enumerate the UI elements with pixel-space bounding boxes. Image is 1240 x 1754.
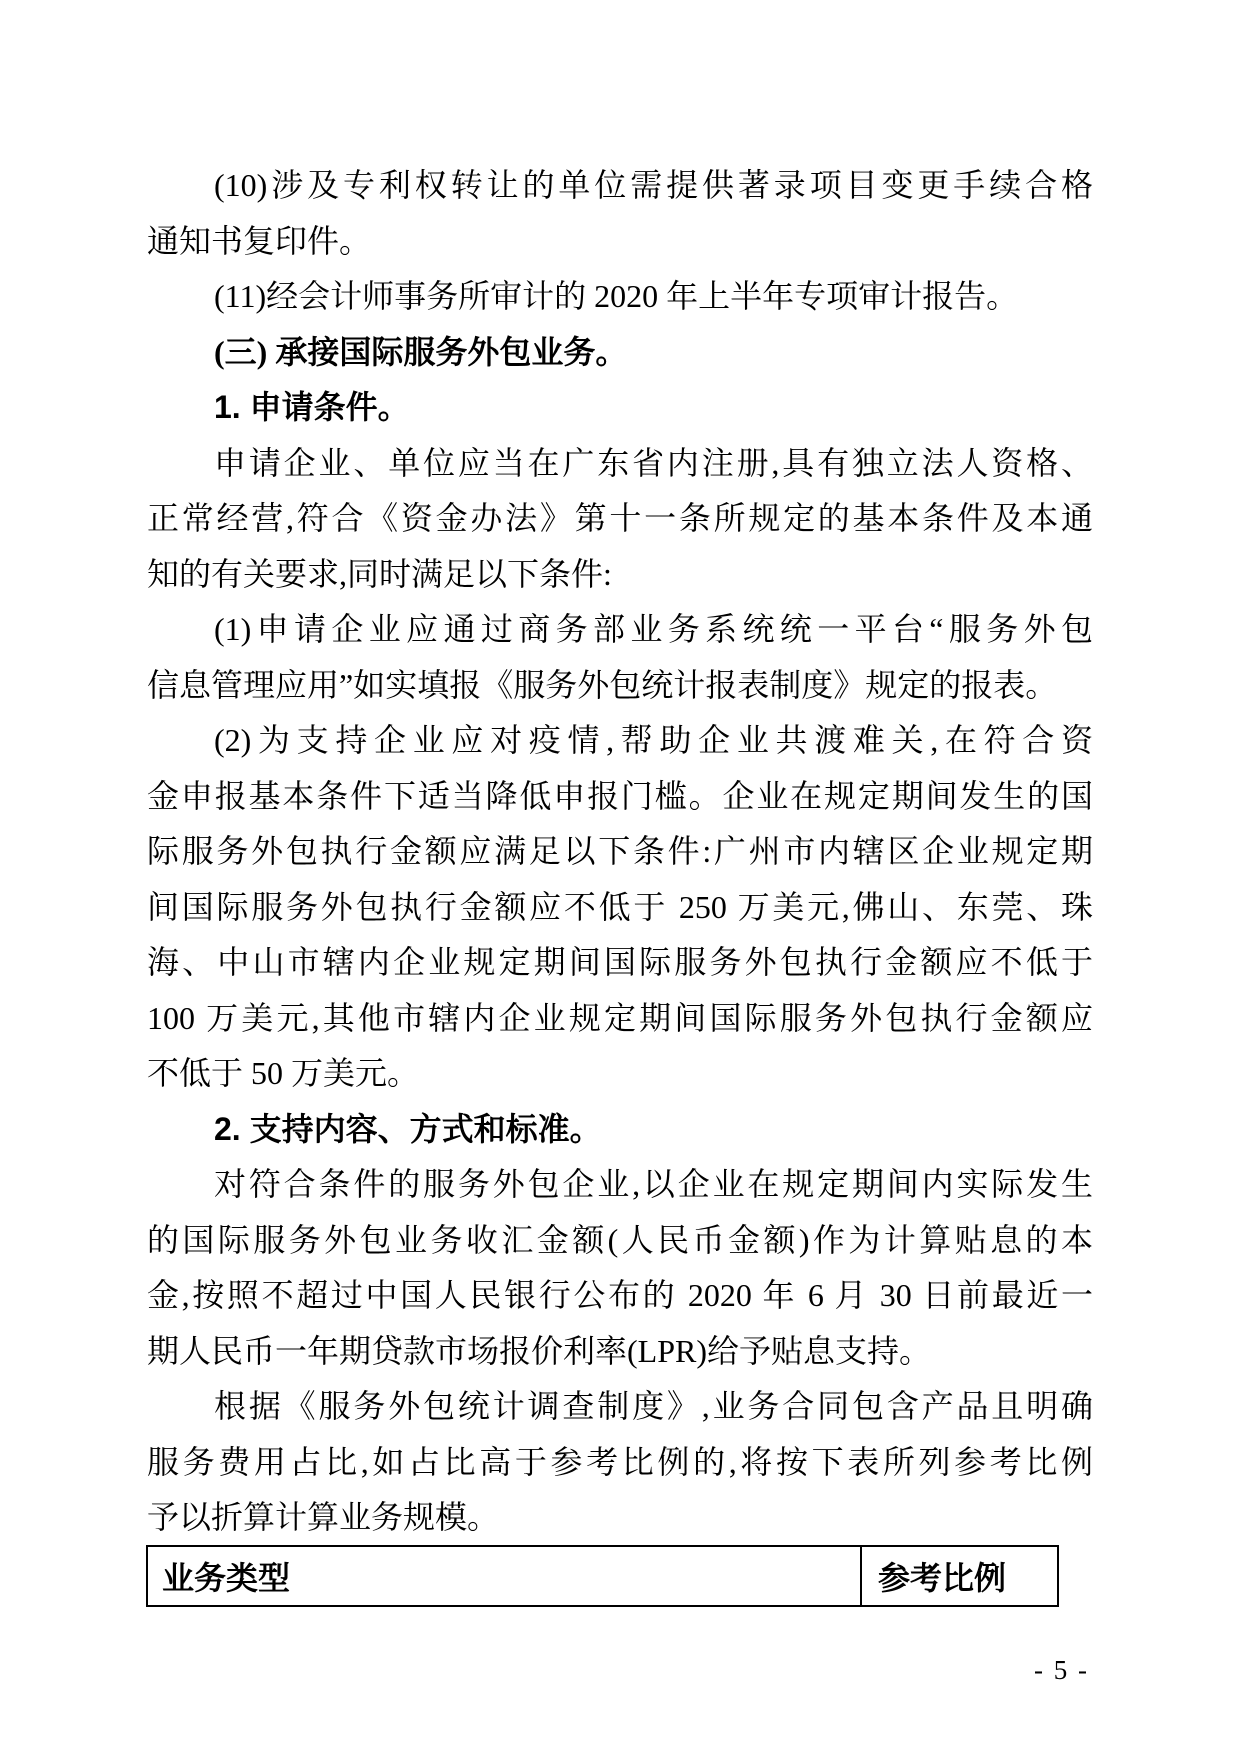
subsection-heading: 2. 支持内容、方式和标准。 <box>214 1110 602 1147</box>
text-line: 不低于 50 万美元。 <box>147 1055 420 1091</box>
subsection-heading: 1. 申请条件。 <box>214 389 410 425</box>
reference-ratio-table <box>146 1545 1059 1607</box>
text-line: 间国际服务外包执行金额应不低于 250 万美元,佛山、东莞、珠 <box>147 888 1093 925</box>
text-line: 100 万美元,其他市辖内企业规定期间国际服务外包执行金额应 <box>147 999 1093 1036</box>
text-line: 金申报基本条件下适当降低申报门槛。企业在规定期间发生的国 <box>147 777 1093 814</box>
text-line: 通知书复印件。 <box>147 222 372 259</box>
text-line: 根据《服务外包统计调查制度》,业务合同包含产品且明确 <box>214 1388 1093 1424</box>
text-line: (1)申请企业应通过商务部业务系统统一平台“服务外包 <box>214 611 1093 647</box>
text-line: 正常经营,符合《资金办法》第十一条所规定的基本条件及本通 <box>147 500 1093 536</box>
text-line: 申请企业、单位应当在广东省内注册,具有独立法人资格、 <box>214 444 1093 481</box>
section-heading: (三) 承接国际服务外包业务。 <box>214 333 628 370</box>
text-line: 对符合条件的服务外包企业,以企业在规定期间内实际发生 <box>214 1166 1093 1202</box>
text-line: 知的有关要求,同时满足以下条件: <box>147 555 612 592</box>
text-line: 海、中山市辖内企业规定期间国际服务外包执行金额应不低于 <box>147 944 1093 980</box>
text-line: 的国际服务外包业务收汇金额(人民币金额)作为计算贴息的本 <box>147 1221 1093 1258</box>
text-line: 予以折算计算业务规模。 <box>147 1499 500 1535</box>
table-header-business-type: 业务类型 <box>148 1547 862 1605</box>
page-number: - 5 - <box>1034 1655 1089 1685</box>
table-header-reference-ratio: 参考比例 <box>878 1560 1007 1596</box>
text-line: (11)经会计师事务所审计的 2020 年上半年专项审计报告。 <box>214 278 1019 314</box>
text-line: 金,按照不超过中国人民银行公布的 2020 年 6 月 30 日前最近一 <box>147 1277 1093 1313</box>
text-line: 服务费用占比,如占比高于参考比例的,将按下表所列参考比例 <box>147 1443 1093 1480</box>
text-line: (10)涉及专利权转让的单位需提供著录项目变更手续合格 <box>214 167 1093 203</box>
text-line: 际服务外包执行金额应满足以下条件:广州市内辖区企业规定期 <box>147 833 1093 869</box>
text-line: 信息管理应用”如实填报《服务外包统计报表制度》规定的报表。 <box>147 666 1058 703</box>
text-line: 期人民币一年期贷款市场报价利率(LPR)给予贴息支持。 <box>147 1332 932 1369</box>
text-line: (2)为支持企业应对疫情,帮助企业共渡难关,在符合资 <box>214 722 1093 758</box>
body-text <box>147 158 1093 1546</box>
